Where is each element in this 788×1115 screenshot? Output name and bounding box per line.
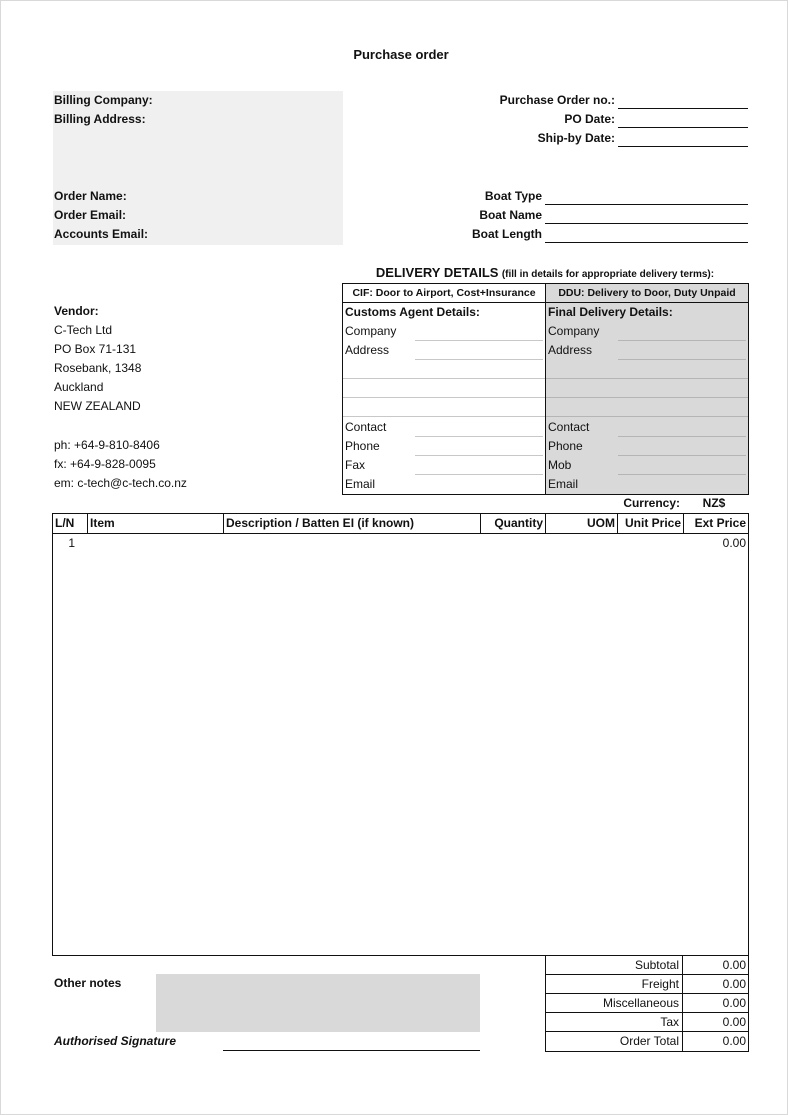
- customs-contact-label: Contact: [345, 420, 387, 434]
- col-header-uom: UOM: [546, 514, 618, 534]
- customs-address-label: Address: [345, 343, 390, 357]
- col-header-description: Description / Batten EI (if known): [224, 514, 481, 534]
- boat-length-field[interactable]: [545, 242, 748, 243]
- customs-address-line-4[interactable]: [343, 416, 545, 417]
- ship-by-date-label: Ship-by Date:: [537, 131, 615, 145]
- totals-row-subtotal: [546, 956, 748, 975]
- final-email-label: Email: [548, 477, 579, 491]
- vendor-email: em: c-tech@c-tech.co.nz: [54, 476, 187, 490]
- customs-agent-panel: [342, 302, 546, 495]
- row-ln: 1: [68, 536, 75, 550]
- final-contact-field[interactable]: [618, 436, 746, 437]
- po-date-field[interactable]: [618, 127, 748, 128]
- ship-by-date-field[interactable]: [618, 146, 748, 147]
- subtotal-label: Subtotal: [546, 956, 683, 975]
- customs-address-field[interactable]: [415, 359, 543, 360]
- final-address-field[interactable]: [618, 359, 746, 360]
- vendor-suburb: Rosebank, 1348: [54, 361, 142, 375]
- freight-label: Freight: [546, 975, 683, 994]
- po-date-label: PO Date:: [564, 112, 615, 126]
- order-total-label: Order Total: [546, 1032, 683, 1051]
- boat-name-field[interactable]: [545, 223, 748, 224]
- col-header-quantity: Quantity: [481, 514, 546, 534]
- delivery-title: DELIVERY DETAILS: [375, 265, 499, 280]
- customs-contact-field[interactable]: [415, 436, 543, 437]
- boat-type-field[interactable]: [545, 204, 748, 205]
- vendor-label: Vendor:: [54, 304, 99, 318]
- tax-value: 0.00: [722, 1015, 746, 1029]
- customs-phone-label: Phone: [345, 439, 380, 453]
- final-address-label: Address: [548, 343, 593, 357]
- customs-fax-field[interactable]: [415, 474, 543, 475]
- line-items-table: [52, 513, 749, 956]
- final-mob-label: Mob: [548, 458, 572, 472]
- totals-row-freight: [546, 975, 748, 994]
- final-address-line-3[interactable]: [546, 397, 748, 398]
- vendor-city: Auckland: [54, 380, 104, 394]
- customs-address-line-2[interactable]: [343, 378, 545, 379]
- table-row[interactable]: [53, 534, 748, 553]
- final-delivery-heading: Final Delivery Details:: [548, 305, 673, 319]
- customs-phone-field[interactable]: [415, 455, 543, 456]
- col-header-unit-price: Unit Price: [618, 514, 684, 534]
- miscellaneous-value: 0.00: [722, 996, 746, 1010]
- other-notes-field[interactable]: [156, 974, 480, 1032]
- col-header-item: Item: [88, 514, 224, 534]
- col-header-ext-price: Ext Price: [684, 514, 748, 534]
- boat-length-label: Boat Length: [472, 227, 542, 241]
- miscellaneous-label: Miscellaneous: [546, 994, 683, 1013]
- final-phone-label: Phone: [548, 439, 583, 453]
- customs-company-field[interactable]: [415, 340, 543, 341]
- currency-value: NZ$: [702, 496, 726, 510]
- vendor-country: NEW ZEALAND: [54, 399, 141, 413]
- accounts-email-label: Accounts Email:: [54, 227, 149, 241]
- totals-row-order-total: [546, 1032, 748, 1051]
- totals-row-miscellaneous: [546, 994, 748, 1013]
- delivery-details-title: [343, 265, 747, 280]
- vendor-fax: fx: +64-9-828-0095: [54, 457, 156, 471]
- currency-label: Currency:: [623, 496, 680, 510]
- po-number-field[interactable]: [618, 108, 748, 109]
- customs-email-label: Email: [345, 477, 376, 491]
- final-phone-field[interactable]: [618, 455, 746, 456]
- vendor-po-box: PO Box 71-131: [54, 342, 137, 356]
- vendor-name: C-Tech Ltd: [54, 323, 113, 337]
- billing-company-label: Billing Company:: [54, 93, 153, 107]
- freight-value: 0.00: [722, 977, 746, 991]
- delivery-subtitle: (fill in details for appropriate delivery terms):: [501, 269, 715, 280]
- final-address-line-2[interactable]: [546, 378, 748, 379]
- cif-header: CIF: Door to Airport, Cost+Insurance: [342, 283, 546, 303]
- final-delivery-panel: [545, 302, 749, 495]
- subtotal-value: 0.00: [722, 958, 746, 972]
- final-mob-field[interactable]: [618, 474, 746, 475]
- customs-address-line-3[interactable]: [343, 397, 545, 398]
- col-header-ln: L/N: [53, 514, 88, 534]
- billing-address-label: Billing Address:: [54, 112, 146, 126]
- customs-fax-label: Fax: [345, 458, 366, 472]
- ddu-header: DDU: Delivery to Door, Duty Unpaid: [545, 283, 749, 303]
- order-name-label: Order Name:: [54, 189, 127, 203]
- authorised-signature-label: Authorised Signature: [54, 1034, 177, 1048]
- vendor-phone: ph: +64-9-810-8406: [54, 438, 160, 452]
- boat-name-label: Boat Name: [479, 208, 542, 222]
- final-contact-label: Contact: [548, 420, 590, 434]
- other-notes-label: Other notes: [54, 976, 122, 990]
- customs-agent-heading: Customs Agent Details:: [345, 305, 480, 319]
- final-company-field[interactable]: [618, 340, 746, 341]
- totals-row-tax: [546, 1013, 748, 1032]
- final-company-label: Company: [548, 324, 600, 338]
- page-title: Purchase order: [353, 47, 449, 62]
- customs-company-label: Company: [345, 324, 397, 338]
- order-total-value: 0.00: [722, 1034, 746, 1048]
- order-email-label: Order Email:: [54, 208, 127, 222]
- signature-line[interactable]: [223, 1050, 480, 1051]
- final-address-line-4[interactable]: [546, 416, 748, 417]
- po-number-label: Purchase Order no.:: [499, 93, 615, 107]
- row-ext-price: 0.00: [722, 536, 746, 550]
- boat-type-label: Boat Type: [484, 189, 542, 203]
- tax-label: Tax: [546, 1013, 683, 1032]
- totals-table: [545, 955, 749, 1052]
